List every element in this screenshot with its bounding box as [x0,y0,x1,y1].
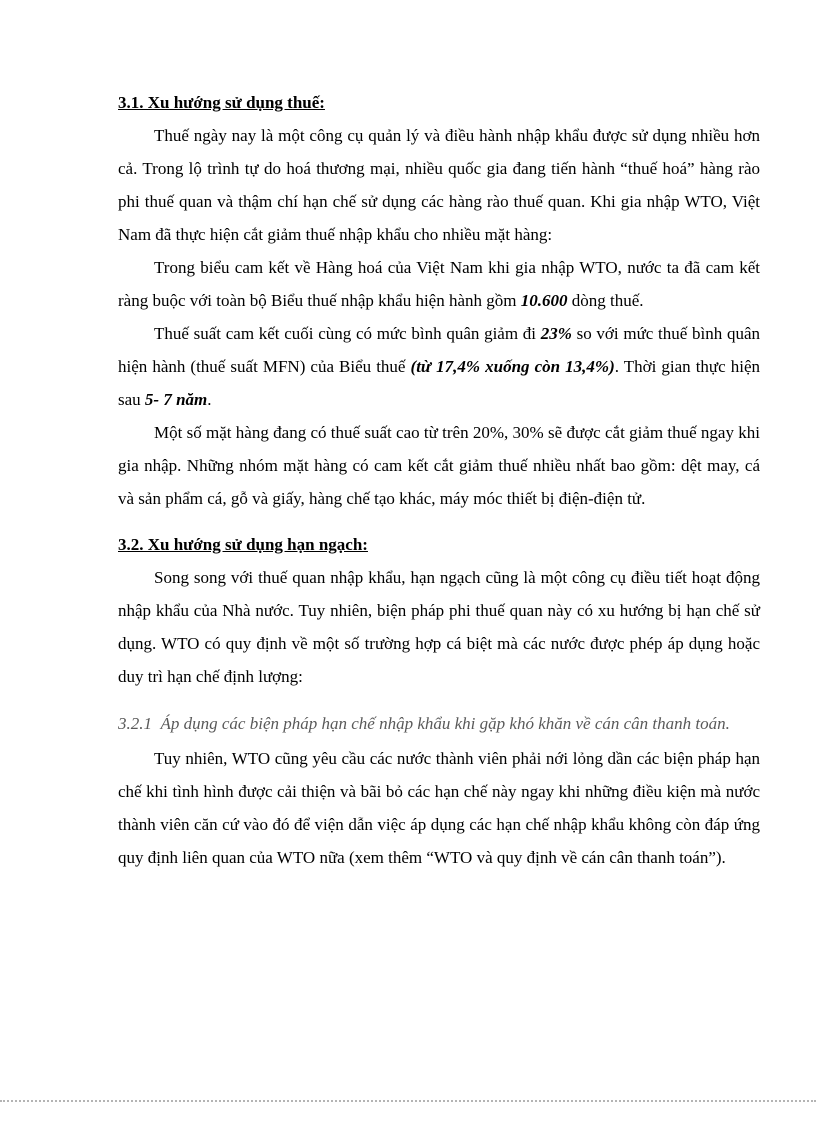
section-heading-3-2 [118,528,760,561]
text-run: 3.2.1 Áp dụng các biện pháp hạn chế nhập khẩu khi gặp khó khăn về cán cân thanh toán. [118,714,730,733]
section-heading-3-1 [118,86,760,119]
emphasis-text-run: (từ 17,4% xuống còn 13,4%) [410,357,615,376]
paragraph-balance-of-payments [118,742,765,874]
text-run: 3.1. Xu hướng sử dụng thuế: [118,93,325,112]
emphasis-text-run: 23% [540,324,572,343]
text-run: so với mức thuế bình quân hiện hành (thuế suất MFN) của Biểu thuế [118,324,765,376]
text-run: Thuế ngày nay là một công cụ quản lý và điều hành nhập khẩu được sử dụng nhiều hơn cả. Trong lộ trình tự do hoá thương mại, nhiều quốc gia đang tiến hành “thuế hoá” hàng rào phi thuế quan và thậm chí hạn chế sử dụng các hàng rào thuế quan. Khi gia nhập WTO, Việt Nam đã thực hiện cắt giảm thuế nhập khẩu cho nhiều mặt hàng: [118,126,765,244]
paragraph-high-tariff-goods [118,416,765,515]
paragraph-quota-intro [118,561,765,693]
subsection-heading-3-2-1 [118,710,760,737]
text-run: Một số mặt hàng đang có thuế suất cao từ trên 20%, 30% sẽ được cắt giảm thuế ngay khi gia nhập. Những nhóm mặt hàng có cam kết cắt giảm thuế nhiều nhất bao gồm: dệt may, cá và sản phẩm cá, gỗ và giấy, hàng chế tạo khác, máy móc thiết bị điện-điện tử. [118,423,765,508]
text-run: dòng thuế. [567,291,644,310]
text-run: Thuế suất cam kết cuối cùng có mức bình quân giảm đi [154,324,541,343]
emphasis-text-run: 5- 7 năm [144,390,208,409]
page-bottom-dotted-rule [0,1100,816,1102]
text-run: Song song với thuế quan nhập khẩu, hạn ngạch cũng là một công cụ điều tiết hoạt động nhập khẩu của Nhà nước. Tuy nhiên, biện pháp phi thuế quan này có xu hướng bị hạn chế sử dụng. WTO có quy định về một số trường hợp cá biệt mà các nước được phép áp dụng hoặc duy trì hạn chế định lượng: [118,568,765,686]
emphasis-text-run: 10.600 [520,291,568,310]
paragraph-tariff-commitment [118,251,765,317]
text-run: 3.2. Xu hướng sử dụng hạn ngạch: [118,535,368,554]
document-content [118,86,765,874]
text-run: . Thời gian thực hiện sau [118,357,765,409]
text-run: Trong biểu cam kết về Hàng hoá của Việt Nam khi gia nhập WTO, nước ta đã cam kết ràng buộc với toàn bộ Biểu thuế nhập khẩu hiện hành gồm [118,258,765,310]
text-run: Tuy nhiên, WTO cũng yêu cầu các nước thành viên phải nới lỏng dần các biện pháp hạn chế khi tình hình được cải thiện và bãi bỏ các hạn chế này ngay khi những điều kiện mà nước thành viên căn cứ vào đó để viện dẫn việc áp dụng các hạn chế nhập khẩu không còn đáp ứng quy định liên quan của WTO nữa (xem thêm “WTO và quy định về cán cân thanh toán”). [118,749,765,867]
paragraph-tax-intro [118,119,765,251]
paragraph-tariff-reduction [118,317,765,416]
text-run: . [207,390,212,409]
